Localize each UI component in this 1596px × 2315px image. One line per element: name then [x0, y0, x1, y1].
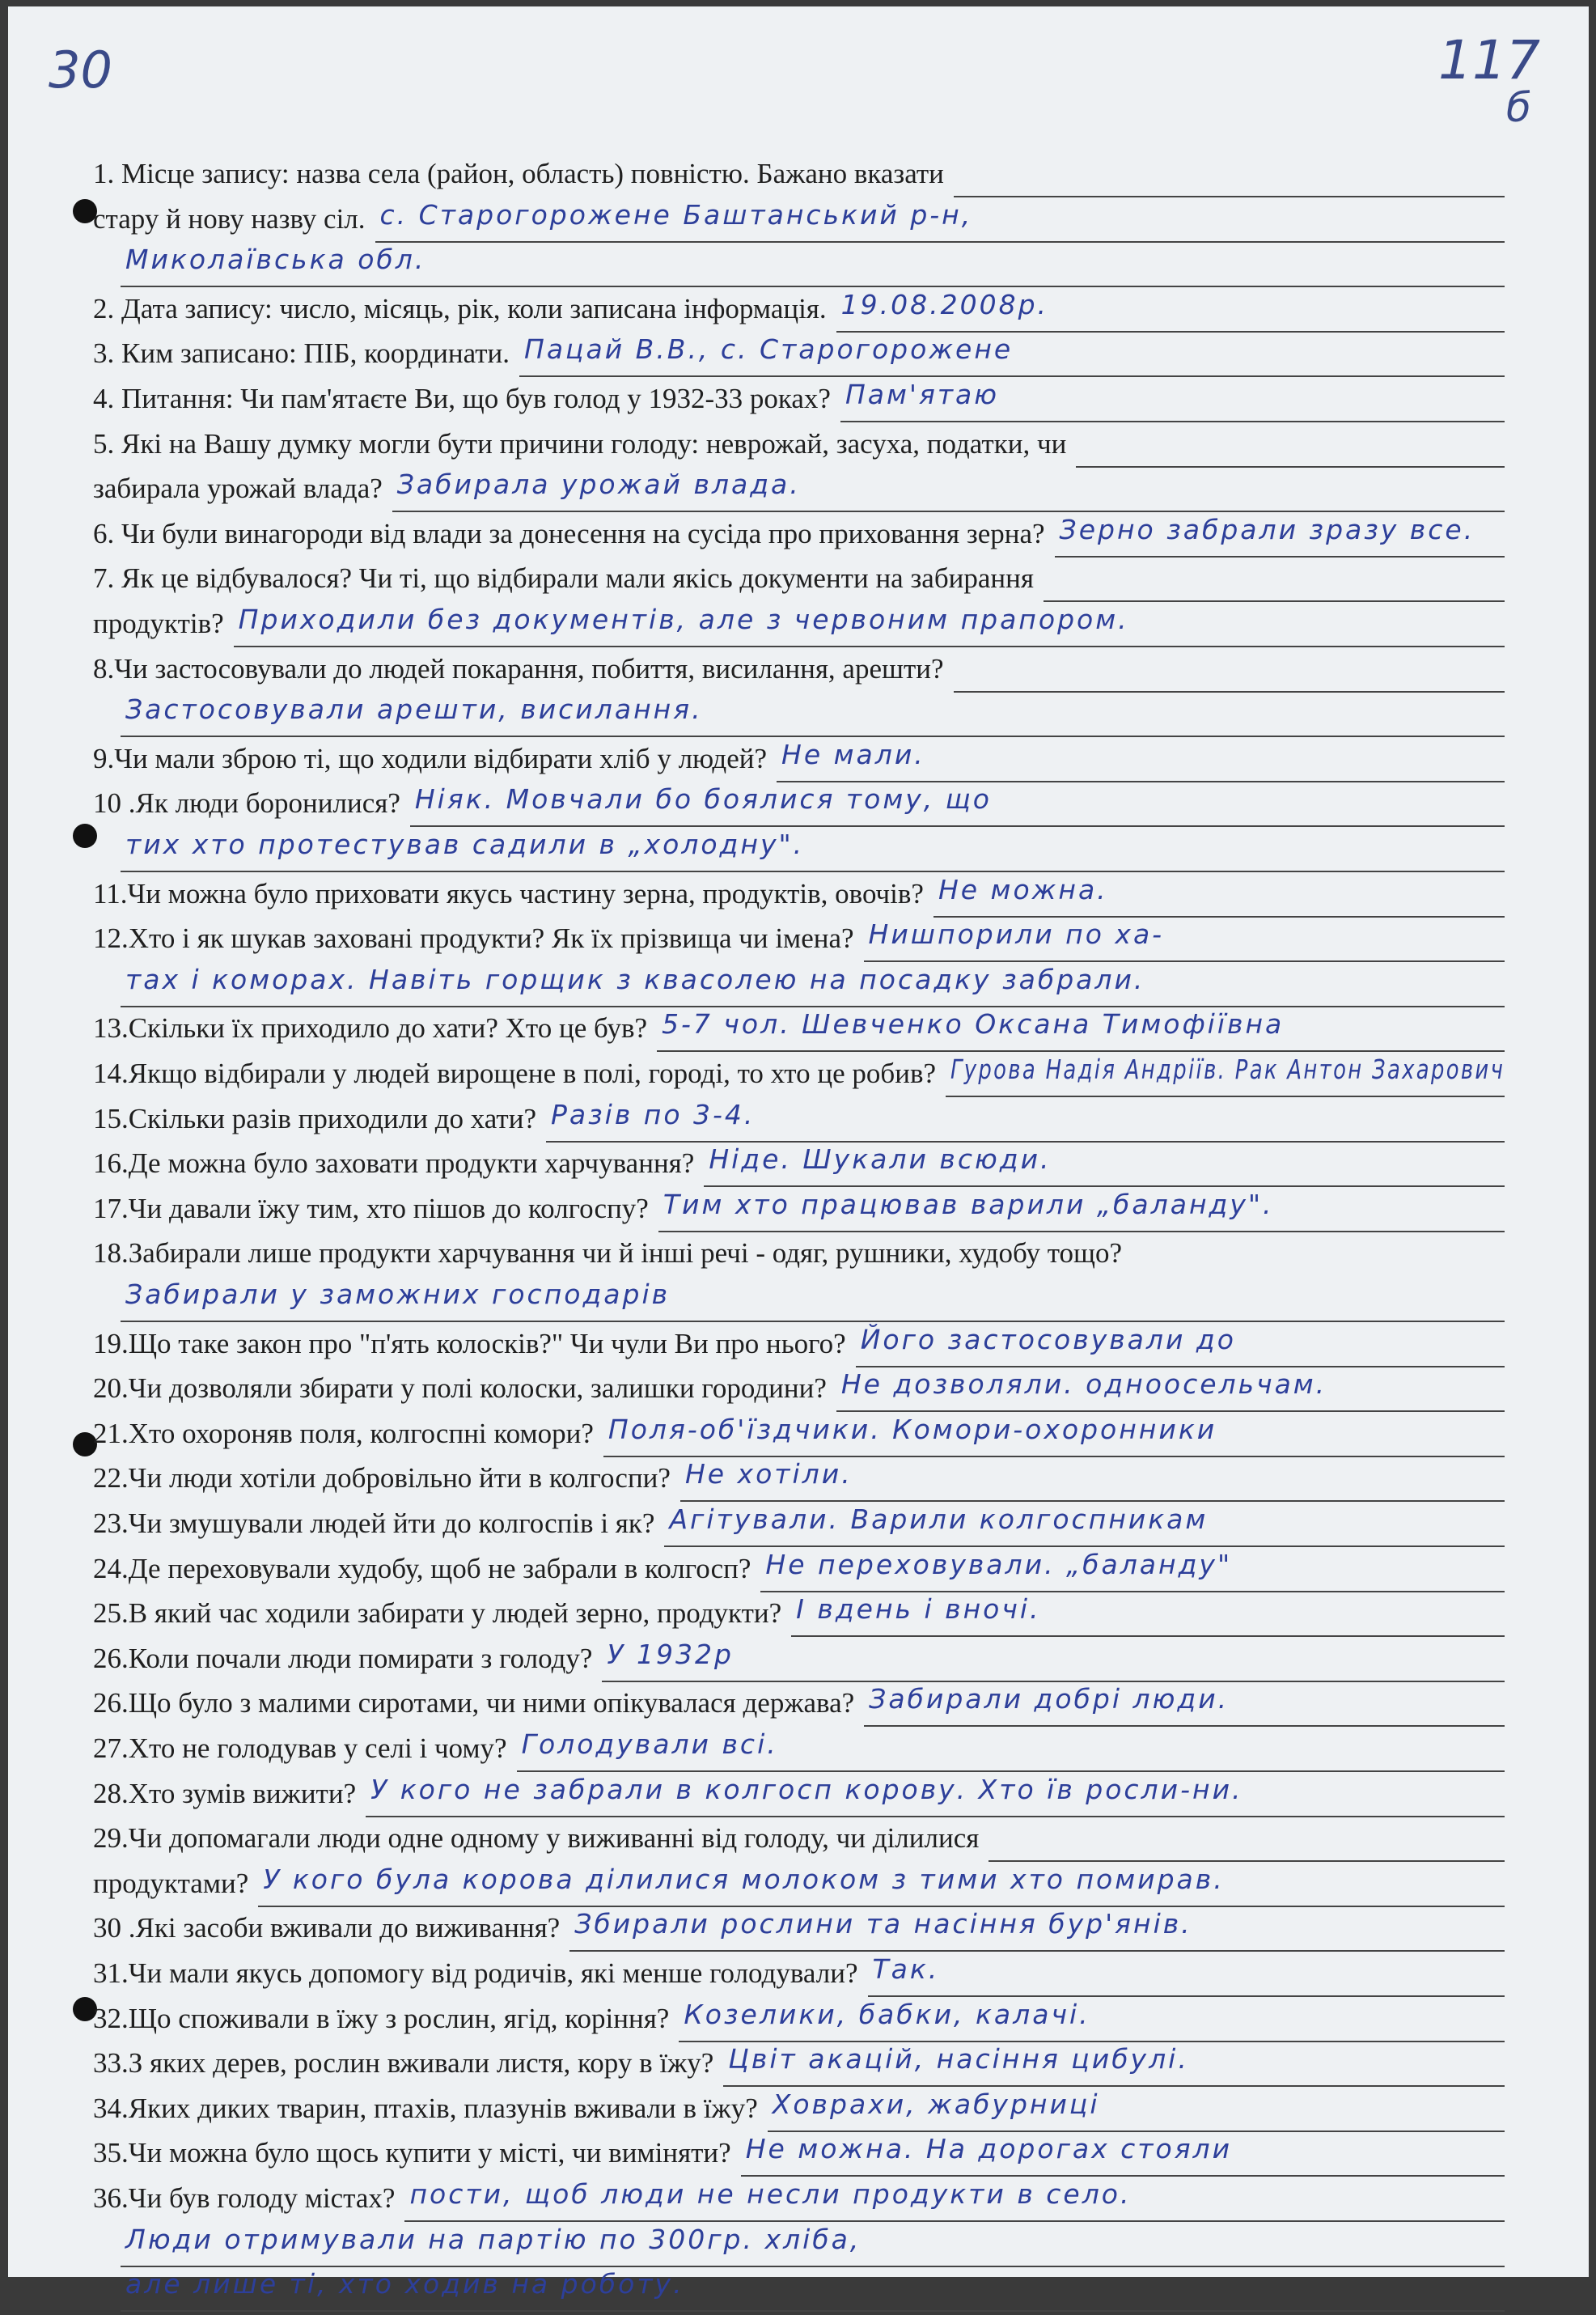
question-text: продуктів? [93, 608, 224, 639]
handwritten-answer: с. Старогорожене Баштанський р-н, [379, 199, 973, 231]
question-row [93, 1187, 1505, 1236]
question-row [93, 197, 1505, 246]
handwritten-answer: Забирали добрі люди. [869, 1683, 1230, 1715]
handwritten-answer: Козелики, бабки, калачі. [684, 1999, 1090, 2030]
question-row [93, 1997, 1505, 2046]
question-text: 30 .Які засоби вживали до виживання? [93, 1912, 561, 1944]
question-text: 32.Що споживали в їжу з рослин, ягід, коріння? [93, 2003, 670, 2034]
question-text: 18.Забирали лише продукти харчування чи й інші речі - одяг, рушники, худобу тощо? [93, 1237, 1123, 1269]
handwritten-answer: Приходили без документів, але з червоним прапором. [238, 604, 1129, 635]
question-text: 12.Хто і як шукав заховані продукти? Як їх прізвища чи імена? [93, 922, 854, 954]
question-text: 24.Де переховували худобу, щоб не забрали в колгосп? [93, 1553, 751, 1584]
question-row [93, 2266, 1505, 2315]
question-row [93, 1772, 1505, 1821]
question-row [93, 1277, 1505, 1325]
handwritten-answer: І вдень і вночі. [796, 1593, 1041, 1625]
question-row [93, 1817, 1505, 1865]
question-row [93, 1502, 1505, 1550]
question-text: 14.Якщо відбирали у людей вирощене в полі, городі, то хто це робив? [93, 1058, 937, 1089]
question-row [93, 962, 1505, 1011]
handwritten-answer: Збирали рослини та насіння бур'янів. [574, 1908, 1192, 1940]
page-number-right: 117 [1438, 29, 1540, 91]
question-row [93, 467, 1505, 515]
question-row [93, 1097, 1505, 1146]
question-text: 15.Скільки разів приходили до хати? [93, 1103, 536, 1134]
handwritten-answer: Не хотіли. [684, 1458, 853, 1490]
handwritten-answer: тих хто протестував садили в „холодну". [125, 829, 805, 860]
handwritten-answer: Забирала урожай влада. [396, 469, 801, 500]
handwritten-answer: Люди отримували на партію по 300гр. хліба, [125, 2224, 862, 2255]
question-text: 11.Чи можна було приховати якусь частину зерна, продуктів, овочів? [93, 878, 924, 909]
question-text: 26.Що було з малими сиротами, чи ними опікувалася держава? [93, 1687, 855, 1719]
question-text: стару й нову назву сіл. [93, 203, 366, 235]
question-row [93, 332, 1505, 380]
handwritten-answer: Не можна. На дорогах стояли [745, 2133, 1233, 2164]
question-row [93, 152, 1505, 201]
question-text: 4. Питання: Чи пам'ятаєте Ви, що був голод у 1932-33 роках? [93, 383, 831, 414]
question-text: 35.Чи можна було щось купити у місті, чи виміняти? [93, 2137, 731, 2169]
question-row [93, 2087, 1505, 2135]
question-row [93, 1862, 1505, 1910]
question-text: 1. Місце запису: назва села (район, область) повністю. Бажано вказати [93, 158, 944, 189]
question-row [93, 1952, 1505, 2000]
question-row [93, 1681, 1505, 1730]
question-row [93, 1727, 1505, 1775]
question-row [93, 1367, 1505, 1415]
question-row [93, 287, 1505, 336]
handwritten-answer: Голодували всі. [521, 1728, 778, 1760]
questionnaire-page [8, 6, 1589, 2300]
question-row [93, 692, 1505, 740]
handwritten-answer: Так. [872, 1953, 940, 1985]
handwritten-answer: 5-7 чол. Шевченко Оксана Тимофіївна [662, 1008, 1285, 1040]
question-row [93, 422, 1505, 471]
handwritten-answer: але лише ті, хто ходив на роботу. [125, 2268, 684, 2300]
handwritten-answer: У кого була корова ділилися молоком з тими хто помирав. [263, 1863, 1225, 1895]
question-text: 2. Дата запису: число, місяць, рік, коли записана інформація. [93, 293, 827, 324]
question-text: 10 .Як люди боронилися? [93, 787, 400, 819]
question-row [93, 1322, 1505, 1371]
handwritten-answer: Разів по 3-4. [551, 1099, 756, 1130]
handwritten-answer: Його застосовували до [860, 1324, 1236, 1355]
question-text: 6. Чи були винагороди від влади за донесення на сусіда про приховання зерна? [93, 518, 1045, 549]
question-text: 8.Чи застосовували до людей покарання, побиття, висилання, арешти? [93, 653, 944, 685]
question-text: 19.Що таке закон про "п'ять колосків?" Чи чули Ви про нього? [93, 1328, 846, 1359]
question-text: 21.Хто охороняв поля, колгоспні комори? [93, 1418, 594, 1449]
answer-underline [121, 2310, 1505, 2312]
question-text: 13.Скільки їх приходило до хати? Хто це був? [93, 1012, 648, 1044]
handwritten-answer: Агітували. Варили колгоспникам [669, 1503, 1209, 1535]
question-row [93, 1906, 1505, 1955]
question-row [93, 1547, 1505, 1596]
question-row [93, 872, 1505, 921]
handwritten-answer: 19.08.2008р. [840, 289, 1049, 320]
question-text: 27.Хто не голодував у селі і чому? [93, 1732, 507, 1764]
handwritten-answer: Застосовували арешти, висилання. [125, 693, 703, 725]
handwritten-answer: У кого не забрали в колгосп корову. Хто їв росли-ни. [370, 1774, 1243, 1805]
question-text: 28.Хто зумів вижити? [93, 1778, 357, 1809]
question-row [93, 2177, 1505, 2225]
question-text: 3. Ким записано: ПІБ, координати. [93, 337, 510, 369]
handwritten-answer: У 1932р [607, 1639, 734, 1670]
question-text: 9.Чи мали зброю ті, що ходили відбирати хліб у людей? [93, 743, 768, 774]
page-number-left: 30 [49, 40, 112, 100]
question-text: 20.Чи дозволяли збирати у полі колоски, залишки городини? [93, 1372, 827, 1404]
handwritten-answer: Гурова Надія Андріїв. Рак Антон Захарович [950, 1054, 1505, 1085]
question-row [93, 917, 1505, 965]
question-row [93, 377, 1505, 426]
question-text: 22.Чи люди хотіли добровільно йти в колгоспи? [93, 1462, 671, 1494]
handwritten-answer: Тим хто працював варили „баланду". [663, 1189, 1274, 1220]
handwritten-answer: Не можна. [938, 874, 1108, 905]
question-text: продуктами? [93, 1868, 249, 1899]
handwritten-answer: Не мали. [781, 739, 925, 770]
page-number-right-extra: б [1506, 84, 1531, 131]
question-text: 29.Чи допомагали люди одне одному у виживанні від голоду, чи ділилися [93, 1822, 980, 1854]
question-text: 7. Як це відбувалося? Чи ті, що відбирали мали якісь документи на забирання [93, 562, 1034, 594]
question-row [93, 1142, 1505, 1190]
handwritten-answer: Забирали у заможних господарів [125, 1278, 671, 1310]
handwritten-answer: Цвіт акацій, насіння цибулі. [728, 2043, 1189, 2075]
question-text: 34.Яких диких тварин, птахів, плазунів вживали в їжу? [93, 2092, 758, 2124]
question-row [93, 1007, 1505, 1055]
handwritten-answer: пости, щоб люди не несли продукти в село. [409, 2178, 1132, 2210]
handwritten-answer: Ніяк. Мовчали бо боялися тому, що [414, 783, 993, 815]
handwritten-answer: Пацай В.В., с. Старогорожене [524, 333, 1014, 365]
handwritten-answer: Пам'ятаю [845, 379, 1000, 410]
question-row [93, 1592, 1505, 1640]
question-row [93, 2222, 1505, 2270]
question-text: 23.Чи змушували людей йти до колгоспів і як? [93, 1507, 655, 1539]
question-text: 36.Чи був голоду містах? [93, 2182, 396, 2214]
question-row [93, 1412, 1505, 1461]
question-row [93, 1637, 1505, 1685]
question-row [93, 782, 1505, 830]
question-row [93, 827, 1505, 876]
handwritten-answer: Ніде. Шукали всюди. [709, 1143, 1052, 1175]
question-text: 17.Чи давали їжу тим, хто пішов до колгоспу? [93, 1193, 649, 1224]
question-row [93, 647, 1505, 696]
handwritten-answer: Нишпорили по ха- [868, 918, 1165, 950]
question-row [93, 737, 1505, 786]
question-row [93, 557, 1505, 605]
question-text: 5. Які на Вашу думку могли бути причини голоду: неврожай, засуха, податки, чи [93, 428, 1067, 460]
handwritten-answer: Зерно забрали зразу все. [1059, 514, 1475, 545]
handwritten-answer: Не переховували. „баланду" [765, 1549, 1233, 1580]
handwritten-answer: Ховрахи, жабурниці [772, 2088, 1100, 2120]
handwritten-answer: Не дозволяли. одноосельчам. [840, 1368, 1327, 1400]
question-text: 33.З яких дерев, рослин вживали листя, кору в їжу? [93, 2047, 714, 2079]
question-row [93, 242, 1505, 290]
handwritten-answer: Миколаївська обл. [125, 244, 426, 275]
handwritten-answer: тах і коморах. Навіть горщик з квасолею на посадку забрали. [125, 964, 1145, 995]
question-row [93, 512, 1505, 561]
question-text: 25.В який час ходили забирати у людей зерно, продукти? [93, 1597, 782, 1629]
question-text: 31.Чи мали якусь допомогу від родичів, які менше голодували? [93, 1957, 858, 1989]
question-text: 16.Де можна було заховати продукти харчування? [93, 1147, 695, 1179]
question-row [93, 2042, 1505, 2090]
question-row [93, 1052, 1505, 1100]
question-text: забирала урожай влада? [93, 473, 383, 504]
question-text: 26.Коли почали люди помирати з голоду? [93, 1643, 593, 1674]
question-row [93, 1232, 1505, 1280]
handwritten-answer: Поля-об'їздчики. Комори-охоронники [607, 1414, 1217, 1445]
question-row [93, 2131, 1505, 2180]
question-row [93, 602, 1505, 651]
question-row [93, 1456, 1505, 1505]
